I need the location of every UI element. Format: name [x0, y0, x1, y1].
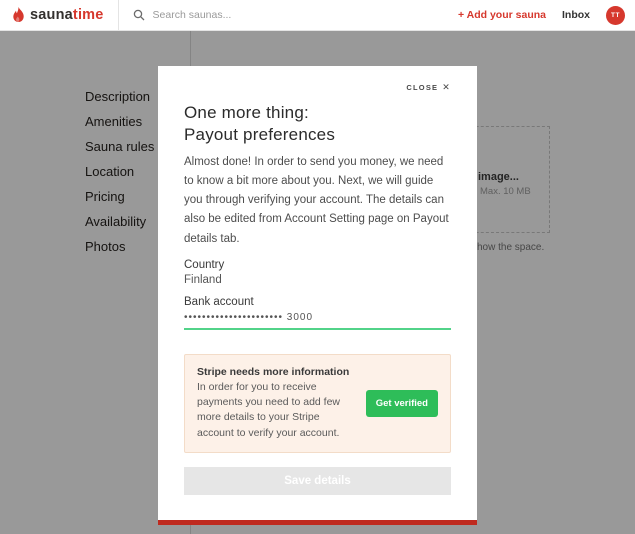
sidebar-item-location[interactable]: Location [85, 164, 135, 179]
bank-account-input[interactable]: •••••••••••••••••••••• 3000 [184, 312, 451, 330]
modal-bottom-accent-bar [158, 520, 477, 525]
add-your-sauna-link[interactable]: + Add your sauna [457, 9, 546, 21]
inbox-link[interactable]: Inbox [562, 9, 590, 21]
stripe-notice-title: Stripe needs more information [197, 365, 350, 378]
sidebar-item-pricing[interactable]: Pricing [85, 189, 125, 204]
get-verified-button[interactable]: Get verified [366, 390, 438, 417]
modal-spacer [184, 495, 451, 520]
bank-account-label: Bank account [184, 295, 254, 308]
close-button[interactable] [406, 82, 451, 93]
stripe-notice [184, 354, 451, 453]
close-button-label: CLOSE [406, 83, 439, 92]
upload-size-limit-label: Max. 10 MB [480, 186, 531, 197]
search-icon [133, 9, 145, 21]
photos-section-caption: how the space. [477, 242, 545, 253]
flame-icon [12, 7, 25, 23]
country-value[interactable]: Finland [184, 273, 222, 286]
save-details-button[interactable]: Save details [184, 467, 451, 495]
sidebar-item-description[interactable]: Description [85, 89, 151, 104]
avatar[interactable]: TT [606, 6, 625, 25]
stripe-notice-text [197, 366, 356, 441]
close-icon: ✕ [442, 82, 451, 92]
upload-dropzone-label: image... [478, 171, 519, 183]
brand-logo[interactable] [0, 7, 118, 23]
modal-close-row [184, 77, 451, 95]
brand-name: saunatime [30, 7, 104, 23]
payout-preferences-modal [158, 66, 477, 525]
header-actions [458, 6, 635, 25]
top-bar [0, 0, 635, 31]
sidebar-item-amenities[interactable]: Amenities [85, 114, 143, 129]
sidebar-item-availability[interactable]: Availability [85, 214, 147, 229]
country-label: Country [184, 258, 225, 271]
modal-description: Almost done! In order to send you money, we need to know a bit more about you. Next, we will guide you through verifying your account. The details can also be edited from Account Setting page on Payout details tab. [184, 155, 449, 245]
sidebar-item-photos[interactable]: Photos [85, 239, 126, 254]
sidebar-item-sauna-rules[interactable]: Sauna rules [85, 139, 155, 154]
search-input[interactable] [153, 9, 333, 21]
stripe-notice-body: In order for you to receive payments you need to add few more details to your Stripe account to verify your account. [197, 380, 341, 439]
payout-form [184, 258, 451, 330]
modal-title: One more thing: Payout preferences [184, 103, 336, 145]
search-bar [119, 9, 458, 21]
